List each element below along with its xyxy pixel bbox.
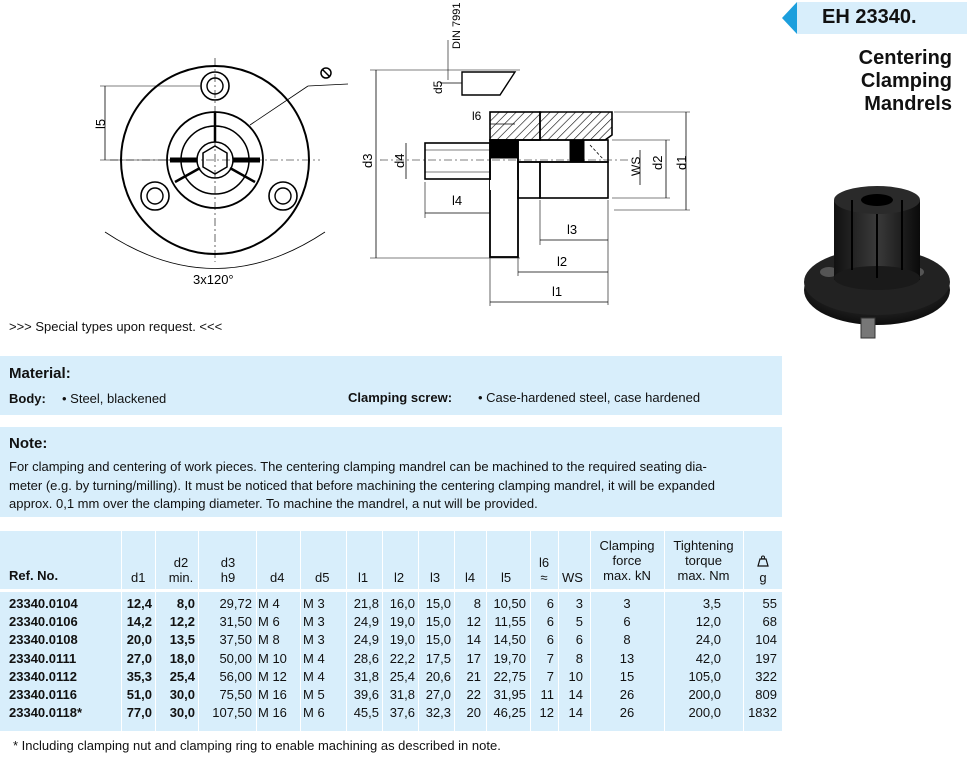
cell-d4: M 8 [258, 632, 280, 648]
cell-weight: 104 [755, 632, 777, 648]
label-ws: WS [629, 156, 643, 176]
body-value: • Steel, blackened [62, 391, 167, 406]
cell-l2: 22,2 [389, 650, 415, 666]
cell-l3: 27,0 [425, 687, 451, 702]
label-l5: l5 [93, 118, 108, 129]
cell-l1: 39,6 [353, 687, 379, 702]
cell-d3: 107,50 [212, 705, 252, 721]
note-line-3: approx. 0,1 mm over the clamping diameter. To machine the mandrel, a nut will be provided. [9, 496, 538, 511]
cell-l4: 21 [466, 668, 481, 684]
th-l3: l3 [430, 570, 441, 585]
cell-d5: M 5 [303, 687, 325, 702]
cell-l5: 10,50 [493, 596, 526, 611]
label-l2: l2 [557, 254, 568, 269]
label-d3: d3 [360, 153, 375, 168]
cell-ws: 10 [568, 668, 583, 684]
cell-d1: 35,3 [126, 668, 152, 684]
cell-d1: 20,0 [126, 632, 152, 648]
cell-ref: 23340.0111 [9, 650, 77, 666]
mandrel-photo [797, 170, 957, 345]
cell-torque: 200,0 [688, 705, 721, 721]
th-weight [745, 555, 781, 585]
cell-l2: 25,4 [389, 668, 415, 684]
cell-d3: 56,00 [219, 668, 252, 684]
th-torque-1: Tightening [673, 538, 734, 553]
material-section [0, 356, 782, 415]
cell-l2: 37,6 [389, 705, 415, 721]
cell-force: 26 [619, 687, 635, 702]
note-line-2: meter (e.g. by turning/milling). It must be noticed that before machining the centering clamping mandrel, it will be expanded [9, 477, 715, 493]
cell-d1: 14,2 [126, 614, 152, 630]
cell-l5: 22,75 [493, 668, 526, 684]
cell-ws: 8 [575, 650, 583, 666]
cell-weight: 1832 [748, 705, 777, 721]
cell-l3: 32,3 [425, 705, 451, 721]
cell-l1: 21,8 [353, 596, 379, 611]
cell-l6: 12 [539, 705, 554, 721]
th-d1: d1 [131, 570, 146, 585]
cell-l3: 15,0 [425, 614, 451, 630]
label-d2: d2 [650, 155, 665, 170]
th-d2-label: d2 [173, 555, 189, 570]
th-ws: WS [562, 570, 583, 585]
th-l5: l5 [501, 570, 512, 585]
cell-l2: 31,8 [389, 687, 415, 702]
cell-d2: 30,0 [169, 687, 195, 702]
cell-ws: 14 [568, 705, 583, 721]
cell-ws: 3 [575, 596, 583, 611]
cell-d3: 37,50 [219, 632, 252, 648]
cell-d1: 51,0 [126, 687, 152, 702]
cell-l4: 14 [466, 632, 481, 648]
cell-d5: M 3 [303, 632, 325, 648]
cell-force: 6 [623, 614, 631, 630]
cell-d1: 12,4 [126, 596, 152, 611]
cell-l1: 28,6 [353, 650, 379, 666]
note-line-1: For clamping and centering of work pieces. The centering clamping mandrel can be machined to the required seating dia- [9, 459, 707, 474]
cell-force: 15 [619, 668, 635, 684]
cell-torque: 24,0 [695, 632, 721, 648]
cell-l4: 8 [473, 596, 481, 611]
th-d3-sub: h9 [220, 570, 236, 585]
cell-weight: 55 [762, 596, 777, 611]
cell-l6: 11 [540, 687, 554, 702]
weight-icon [756, 555, 770, 567]
th-torque [666, 538, 741, 583]
cell-torque: 12,0 [695, 614, 721, 630]
cell-l2: 16,0 [389, 596, 415, 611]
cell-d5: M 6 [303, 705, 325, 721]
th-torque-2: torque [685, 553, 722, 568]
cell-d5: M 3 [303, 614, 325, 630]
cell-l2: 19,0 [389, 632, 415, 648]
label-d4: d4 [392, 153, 407, 168]
th-d4: d4 [270, 570, 285, 585]
cell-l6: 7 [546, 668, 554, 684]
technical-drawing [0, 0, 780, 312]
th-weight-sub: g [759, 570, 767, 585]
cell-l4: 22 [466, 687, 481, 702]
th-l4: l4 [465, 570, 476, 585]
th-d3-label: d3 [220, 555, 236, 570]
cell-weight: 68 [762, 614, 777, 630]
th-ref: Ref. No. [9, 568, 59, 583]
th-d2 [166, 555, 196, 585]
cell-ref: 23340.0116 [9, 687, 77, 702]
note-heading: Note: [9, 435, 48, 452]
cell-l3: 17,5 [425, 650, 451, 666]
cell-l6: 6 [546, 596, 554, 611]
note-section [0, 427, 782, 517]
cell-d4: M 16 [258, 705, 287, 721]
note-text [9, 458, 769, 514]
product-title-line-3: Mandrels [864, 93, 952, 115]
cell-l6: 7 [546, 650, 554, 666]
title-arrow-icon [782, 2, 797, 34]
cell-l1: 31,8 [353, 668, 379, 684]
cell-torque: 200,0 [688, 687, 721, 702]
front-view [100, 58, 348, 269]
cell-weight: 197 [755, 650, 777, 666]
label-l6: l6 [472, 109, 482, 123]
product-title-line-2: Clamping [860, 70, 952, 92]
cell-d2: 30,0 [169, 705, 195, 721]
th-force-3: max. kN [603, 568, 651, 583]
cell-torque: 3,5 [702, 596, 721, 611]
cell-l3: 15,0 [425, 632, 451, 648]
cell-d5: M 4 [303, 668, 325, 684]
cell-l4: 12 [466, 614, 481, 630]
cell-l2: 19,0 [389, 614, 415, 630]
label-d1: d1 [674, 155, 689, 170]
cell-d5: M 4 [303, 650, 325, 666]
cell-d4: M 16 [258, 687, 287, 702]
body-label: Body: [9, 391, 46, 406]
cell-ws: 6 [575, 632, 583, 648]
label-din: DIN 7991 [451, 2, 463, 49]
cell-ws: 5 [575, 614, 583, 630]
product-title [859, 47, 952, 116]
cell-d3: 75,50 [219, 687, 252, 702]
cell-l6: 6 [546, 632, 554, 648]
surface-finish-icon [321, 68, 331, 78]
cell-ref: 23340.0106 [9, 614, 78, 630]
cell-d4: M 6 [258, 614, 280, 630]
cell-d3: 31,50 [219, 614, 252, 630]
cell-ref: 23340.0104 [9, 596, 78, 611]
th-l2: l2 [394, 570, 405, 585]
cell-d4: M 12 [258, 668, 287, 684]
product-title-line-1: Centering [858, 47, 952, 69]
th-d5: d5 [315, 570, 330, 585]
cell-torque: 42,0 [695, 650, 721, 666]
th-d3 [213, 555, 243, 585]
th-force [592, 538, 662, 583]
material-heading: Material: [9, 365, 71, 382]
cell-d2: 12,2 [169, 614, 195, 630]
cell-l5: 31,95 [493, 687, 526, 702]
cell-ws: 14 [568, 687, 583, 702]
cell-l3: 20,6 [425, 668, 451, 684]
cell-l1: 45,5 [353, 705, 379, 721]
cell-d3: 29,72 [219, 596, 252, 611]
cell-l6: 6 [546, 614, 554, 630]
screw-label: Clamping screw: [348, 390, 453, 405]
cell-force: 13 [619, 650, 635, 666]
cell-force: 26 [619, 705, 635, 721]
cell-l5: 11,55 [494, 614, 526, 630]
cell-d3: 50,00 [219, 650, 252, 666]
cell-l1: 24,9 [353, 614, 379, 630]
cell-ref: 23340.0118* [9, 705, 83, 721]
cell-d2: 25,4 [169, 668, 195, 684]
cell-l5: 19,70 [493, 650, 526, 666]
th-l6 [533, 555, 555, 585]
cell-d4: M 4 [258, 596, 280, 611]
label-l4: l4 [452, 193, 463, 208]
cell-d1: 77,0 [126, 705, 152, 721]
th-force-2: force [612, 553, 642, 568]
cell-l5: 14,50 [493, 632, 526, 648]
cell-d5: M 3 [303, 596, 325, 611]
th-d2-sub: min. [168, 570, 194, 585]
cell-force: 3 [623, 596, 631, 611]
th-l1: l1 [358, 570, 369, 585]
screw-value: • Case-hardened steel, case hardened [478, 390, 701, 405]
cell-l5: 46,25 [493, 705, 526, 721]
cell-d4: M 10 [258, 650, 287, 666]
label-l3: l3 [567, 222, 578, 237]
cell-d2: 8,0 [176, 596, 195, 611]
th-torque-3: max. Nm [677, 568, 730, 583]
cell-d2: 18,0 [169, 650, 195, 666]
th-force-1: Clamping [599, 538, 655, 553]
label-l1: l1 [552, 284, 563, 299]
footnote: * Including clamping nut and clamping ring to enable machining as described in note. [13, 738, 501, 753]
cell-d2: 13,5 [169, 632, 195, 648]
cell-l4: 20 [466, 705, 481, 721]
cell-l4: 17 [466, 650, 481, 666]
cell-d1: 27,0 [126, 650, 152, 666]
cell-force: 8 [623, 632, 631, 648]
special-types-note: >>> Special types upon request. <<< [9, 319, 223, 334]
cell-torque: 105,0 [688, 668, 721, 684]
cell-l3: 15,0 [425, 596, 451, 611]
th-l6-label: l6 [538, 555, 550, 570]
product-code: EH 23340. [822, 6, 917, 28]
th-l6-sub: ≈ [540, 570, 548, 585]
cell-ref: 23340.0108 [9, 632, 78, 648]
label-angle: 3x120° [193, 272, 234, 287]
cell-weight: 322 [755, 668, 777, 684]
label-d5: d5 [431, 80, 445, 94]
cell-weight: 809 [755, 687, 777, 702]
cell-l1: 24,9 [353, 632, 379, 648]
cell-ref: 23340.0112 [9, 668, 77, 684]
